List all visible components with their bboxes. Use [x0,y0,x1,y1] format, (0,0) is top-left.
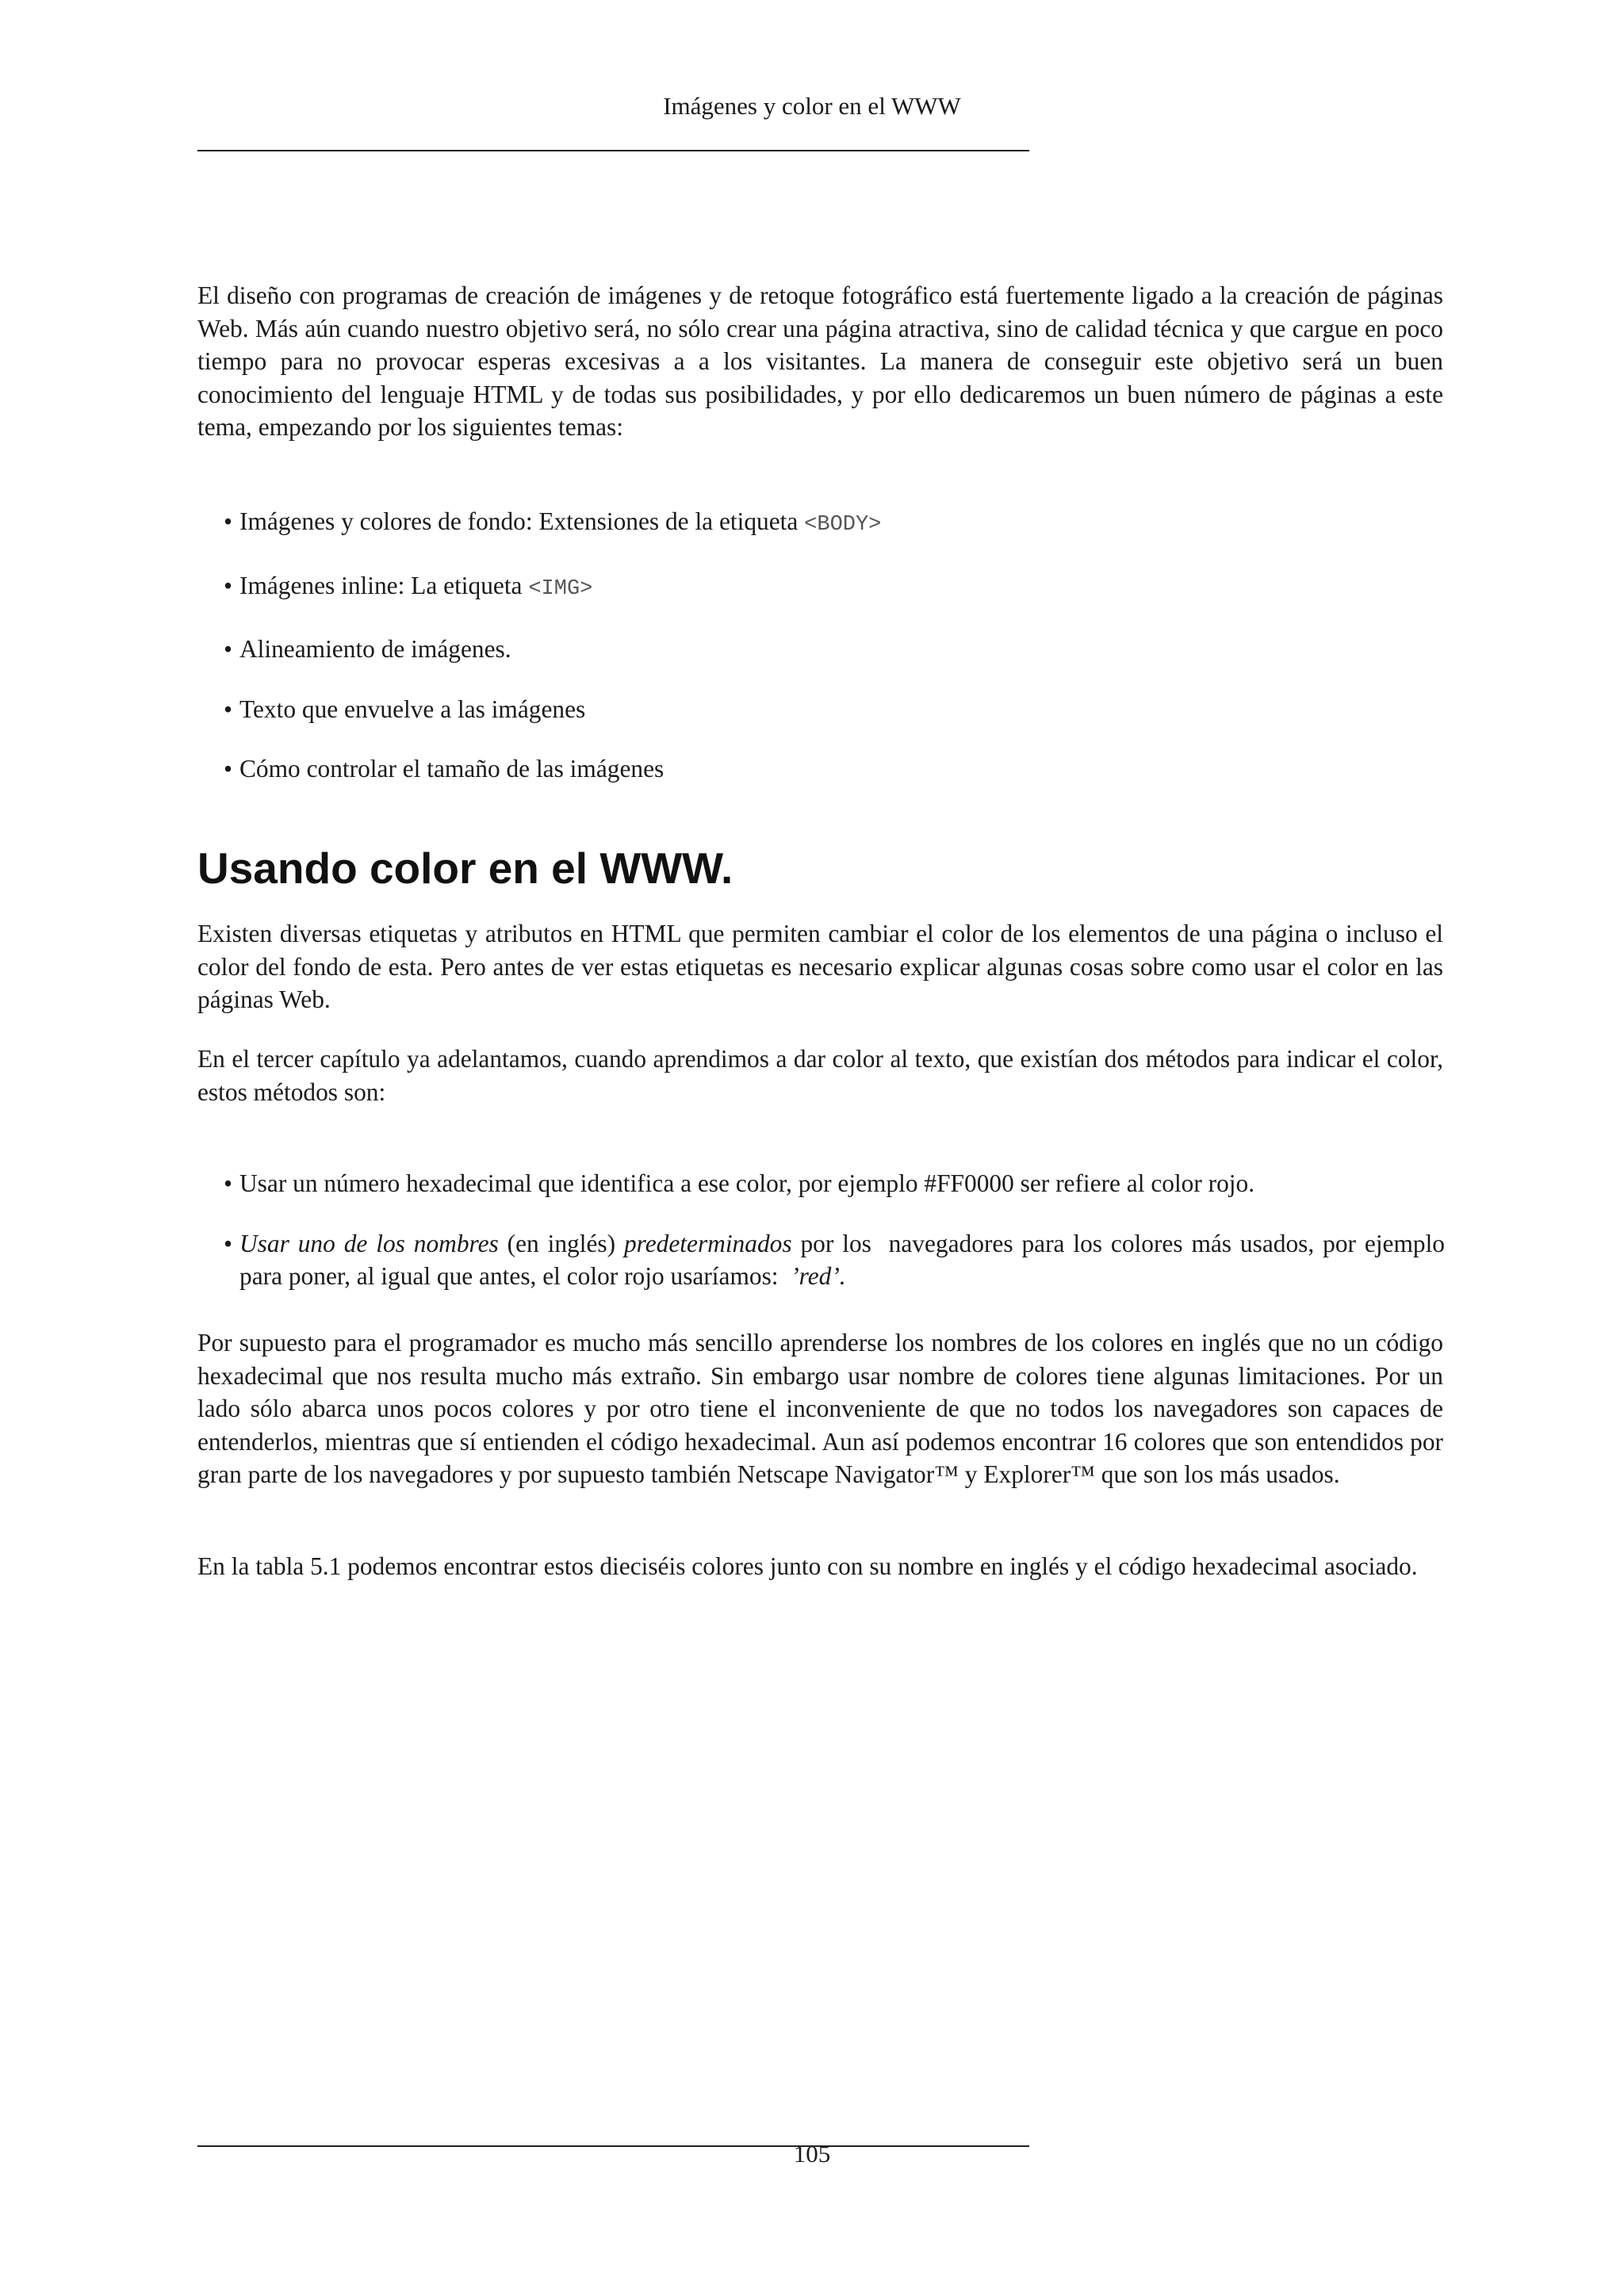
topic-text: Cómo controlar el tamaño de las imágenes [239,755,665,783]
list-item [224,633,1445,666]
section-paragraph-4: En la tabla 5.1 podemos encontrar estos dieciséis colores junto con su nombre en inglés y el código hexadecimal asociado. [197,1552,1418,1580]
method-names-text-4: por los navegadores para los colores más usados, por ejemplo para poner, al igual que antes, el color rojo usaríamos: [239,1229,1451,1290]
topic-code: <IMG> [528,576,593,601]
topic-text: Imágenes y colores de fondo: Extensiones de la etiqueta [239,507,805,535]
list-item [224,752,1445,786]
section-paragraph-1: Existen diversas etiquetas y atributos en HTML que permiten cambiar el color de los elementos de una página o incluso el color del fondo de esta. Pero antes de ver estas etiquetas es necesario explicar algunas cosas sobre como usar el color en las páginas Web. [197,920,1443,1013]
method-names-italic-3: predeterminados [623,1229,792,1257]
list-item [224,693,1445,726]
method-names-italic-5: ’red’. [791,1262,846,1290]
topic-code: <BODY> [804,513,882,537]
section-heading: Usando color en el WWW. [197,844,733,893]
bullet-icon: • [224,695,232,723]
bullet-icon: • [224,571,232,599]
list-item [224,1167,1445,1200]
bullet-icon: • [224,1229,232,1257]
topic-text: Texto que envuelve a las imágenes [239,695,586,723]
method-hex-text: Usar un número hexadecimal que identifica a ese color, por ejemplo #FF0000 ser refiere al color rojo. [239,1169,1255,1197]
page-number: 105 [793,2140,831,2168]
header-title: Imágenes y color en el WWW [663,92,961,120]
topic-text: Imágenes inline: La etiqueta [239,571,529,599]
section-paragraph-3: Por supuesto para el programador es mucho más sencillo aprenderse los nombres de los colores en inglés que no un código hexadecimal que nos resulta mucho más extraño. Sin embargo usar nombre de colores tiene algunas limitaciones. Por un lado sólo abarca unos pocos colores y por otro tiene el inconveniente de que no todos los navegadores son capaces de entenderlos, mientras que sí entienden el código hexadecimal. Aun así podemos encontrar 16 colores que son entendidos por gran parte de los navegadores y por supuesto también Netscape Navigator™ y Explorer™ que son los más usados. [197,1329,1443,1488]
list-item [224,505,1445,542]
color-methods-list [224,1167,1451,1293]
method-names-text-2: (en inglés) [498,1229,624,1257]
header-rule [197,150,1029,151]
topics-list [224,505,1445,786]
method-names-italic-1: Usar uno de los nombres [239,1229,499,1257]
topic-text: Alineamiento de imágenes. [239,635,511,663]
bullet-icon: • [224,755,232,783]
bullet-icon: • [224,635,232,663]
bullet-icon: • [224,1169,232,1197]
bullet-icon: • [224,507,232,535]
intro-paragraph: El diseño con programas de creación de imágenes y de retoque fotográfico está fuertemente ligado a la creación de páginas Web. Más aún cuando nuestro objetivo será, no sólo crear una página atractiva, sino de calidad técnica y que cargue en poco tiempo para no provocar esperas excesivas a a los visitantes. La manera de conseguir este objetivo será un buen conocimiento del lenguaje HTML y de todas sus posibilidades, y por ello dedicaremos un buen número de páginas a este tema, empezando por los siguientes temas: [197,281,1443,441]
list-item [224,569,1445,607]
list-item [224,1227,1451,1293]
section-paragraph-2: En el tercer capítulo ya adelantamos, cuando aprendimos a dar color al texto, que existían dos métodos para indicar el color, estos métodos son: [197,1045,1443,1106]
